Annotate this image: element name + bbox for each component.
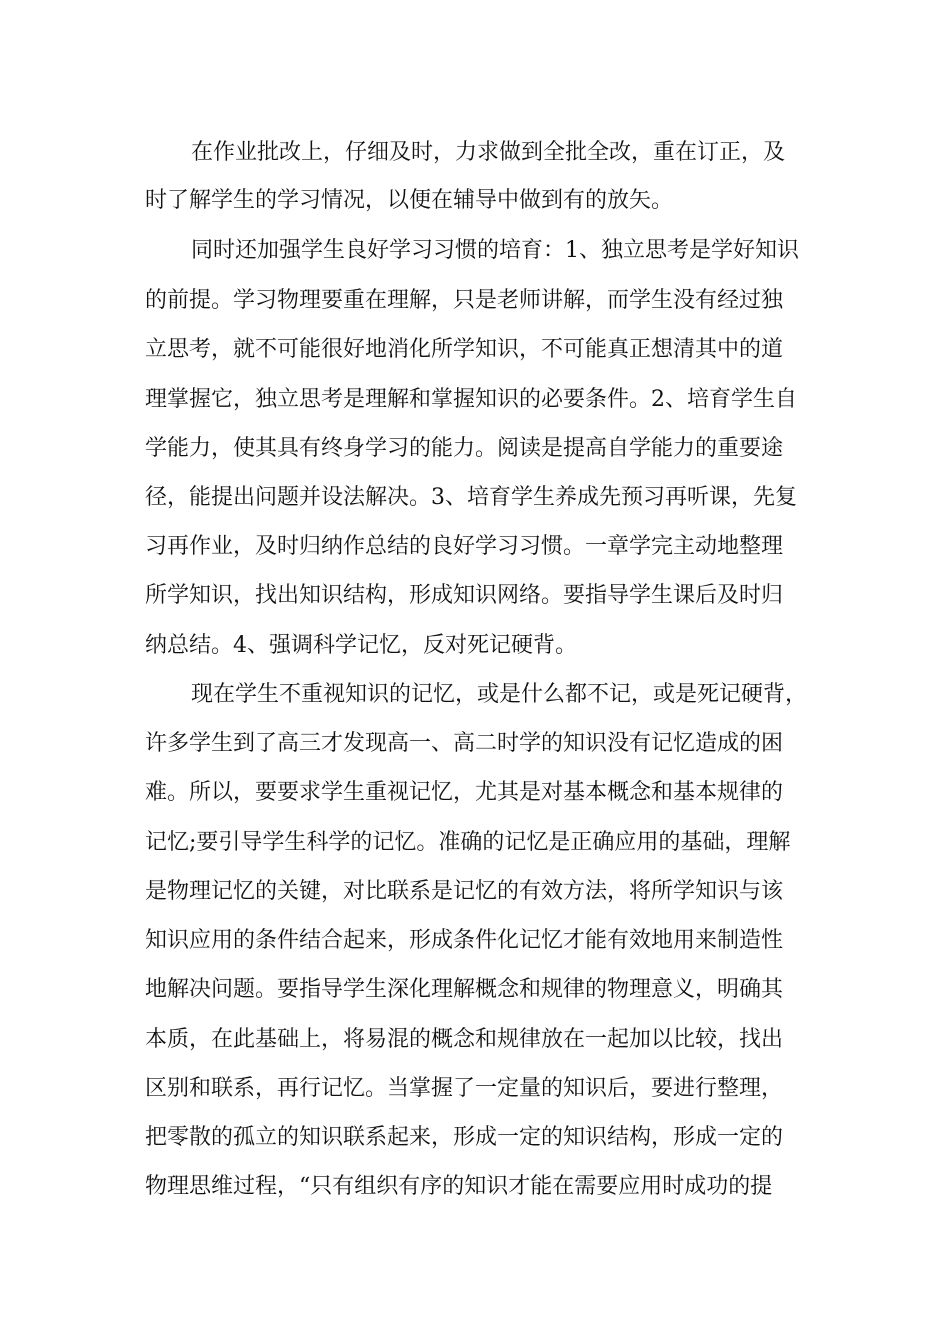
paragraph-3-line-7: 地解决问题。要指导学生深化理解概念和规律的物理意义，明确其 — [145, 977, 784, 1002]
paragraph-3-line-2: 许多学生到了高三才发现高一、高二时学的知识没有记忆造成的困 — [145, 731, 784, 756]
paragraph-3-line-10: 把零散的孤立的知识联系起来，形成一定的知识结构，形成一定的 — [145, 1125, 784, 1150]
paragraph-2-line-3: 立思考，就不可能很好地消化所学知识，不可能真正想清其中的道 — [145, 337, 784, 362]
paragraph-3-line-3: 难。所以，要要求学生重视记忆，尤其是对基本概念和基本规律的 — [145, 780, 784, 805]
paragraph-1-line-1: 在作业批改上，仔细及时，力求做到全批全改，重在订正，及 — [191, 140, 786, 165]
paragraph-3-line-11: 物理思维过程，“只有组织有序的知识才能在需要应用时成功的提 — [145, 1174, 773, 1199]
paragraph-2-line-4: 理掌握它，独立思考是理解和掌握知识的必要条件。2、培育学生自 — [145, 387, 797, 412]
paragraph-2-line-2: 的前提。学习物理要重在理解，只是老师讲解，而学生没有经过独 — [145, 288, 784, 313]
paragraph-3-line-1: 现在学生不重视知识的记忆，或是什么都不记，或是死记硬背， — [191, 682, 808, 707]
paragraph-3-line-8: 本质，在此基础上，将易混的概念和规律放在一起加以比较，找出 — [145, 1027, 784, 1052]
paragraph-2-line-5: 学能力，使其具有终身学习的能力。阅读是提高自学能力的重要途 — [145, 436, 784, 461]
paragraph-2-line-7: 习再作业，及时归纳作总结的良好学习习惯。一章学完主动地整理 — [145, 534, 784, 559]
paragraph-3-line-9: 区别和联系，再行记忆。当掌握了一定量的知识后，要进行整理， — [145, 1076, 784, 1101]
paragraph-3-line-4: 记忆;要引导学生科学的记忆。准确的记忆是正确应用的基础，理解 — [145, 830, 791, 855]
paragraph-2-line-6: 径，能提出问题并设法解决。3、培育学生养成先预习再听课，先复 — [145, 485, 797, 510]
paragraph-3-line-5: 是物理记忆的关键，对比联系是记忆的有效方法，将所学知识与该 — [145, 879, 784, 904]
paragraph-1-line-2: 时了解学生的学习情况，以便在辅导中做到有的放矢。 — [145, 188, 674, 213]
paragraph-2-line-9: 纳总结。4、强调科学记忆，反对死记硬背。 — [145, 633, 577, 658]
paragraph-3-line-6: 知识应用的条件结合起来，形成条件化记忆才能有效地用来制造性 — [145, 928, 784, 953]
paragraph-2-line-8: 所学知识，找出知识结构，形成知识网络。要指导学生课后及时归 — [145, 583, 784, 608]
paragraph-2-line-1: 同时还加强学生良好学习习惯的培育：1、独立思考是学好知识 — [191, 238, 799, 263]
